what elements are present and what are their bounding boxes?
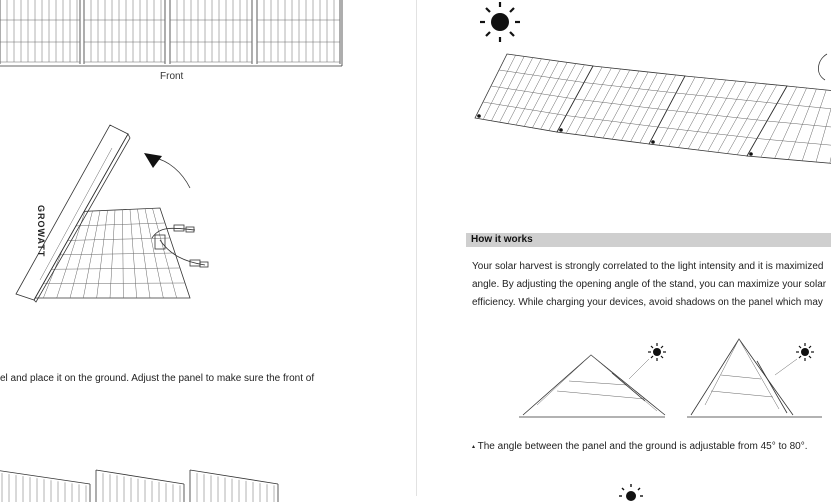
rotate-arrow-icon [140,148,200,198]
instruction-text: el and place it on the ground. Adjust the panel to make sure the front of [0,373,315,384]
front-caption: Front [160,71,184,82]
front-panel-illustration [0,0,350,70]
sun-icon [471,0,531,54]
bottom-panels-illustration [0,462,290,502]
paragraph-line-1: Your solar harvest is strongly correlated to the light intensity and it is maximized [472,261,824,272]
note-text: The angle between the panel and the ground is adjustable from 45° to 80°. [477,441,808,452]
note-bullet: ▴ [472,443,476,450]
bottom-sun-icon [617,482,647,502]
paragraph-line-2: angle. By adjusting the opening angle of the stand, you can maximize your solar [472,279,827,290]
angle-diagrams [517,335,831,425]
angle-note [472,441,808,452]
paragraph-line-3: efficiency. While charging your devices, avoid shadows on the panel which may [472,297,823,308]
brand-text: GROWATT [36,205,46,258]
right-page [417,0,831,496]
left-page [0,0,416,496]
unfolded-panels-illustration [465,48,831,198]
section-title: How it works [471,234,533,245]
